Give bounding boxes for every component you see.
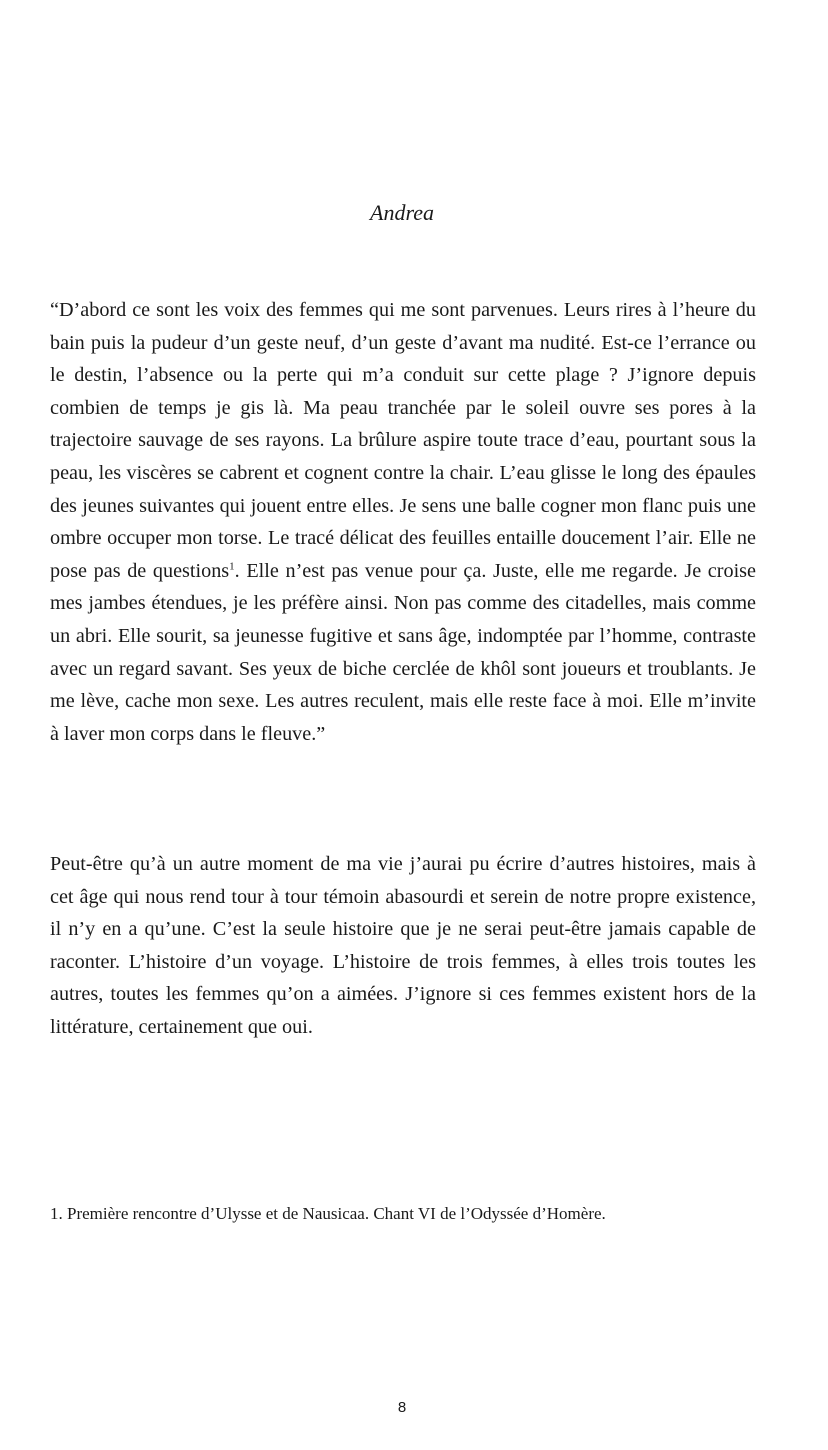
paragraph-2: Peut-être qu’à un autre moment de ma vie j’aurai pu écrire d’autres histoires, mais à cet âge qui nous rend tour à tour témoin abasourdi et serein de notre propre existence, il n’y en a qu’une. C’est la seule histoire que je ne serai peut-être jamais capable de raconter. L’histoire d’un voyage. L’histoire de trois femmes, à elles trois toutes les autres, toutes les femmes qu’on a aimées. J’ignore si ces femmes existent hors de la littérature, certainement que oui. [50, 853, 756, 1038]
footnote-reference[interactable]: 1 [229, 560, 235, 573]
paragraph-1-text-a: “D’abord ce sont les voix des femmes qui me sont parvenues. Leurs rires à l’heure du bain puis la pudeur d’un geste neuf, d’un geste d’avant ma nudité. Est-ce l’errance ou le destin, l’absence ou la perte qui m’a conduit sur cette plage ? J’ignore depuis combien de temps je gis là. Ma peau tranchée par le soleil ouvre ses pores à la trajectoire sauvage de ses rayons. La brûlure aspire toute trace d’eau, pourtant sous la peau, les viscères se cabrent et cognent contre la chair. L’eau glisse le long des épaules des jeunes suivantes qui jouent entre elles. Je sens une balle cogner mon flanc puis une ombre occuper mon torse. Le tracé délicat des feuilles entaille doucement l’air. Elle ne pose pas de questions [50, 299, 756, 582]
page-number: 8 [397, 1399, 407, 1416]
page-title: Andrea [370, 200, 434, 225]
paragraph-1-text-b: . Elle n’est pas venue pour ça. Juste, elle me regarde. Je croise mes jambes étendues, je les préfère ainsi. Non pas comme des citadelles, mais comme un abri. Elle sourit, sa jeunesse fugitive et sans âge, indomptée par l’homme, contraste avec un regard savant. Ses yeux de biche cerclée de khôl sont joueurs et troublants. Je me lève, cache mon sexe. Les autres reculent, mais elle reste face à moi. Elle m’invite à laver mon corps dans le fleuve.” [50, 559, 756, 745]
paragraph-1 [50, 294, 756, 750]
footnote: 1. Première rencontre d’Ulysse et de Nausicaa. Chant VI de l’Odyssée d’Homère. [50, 1204, 606, 1223]
